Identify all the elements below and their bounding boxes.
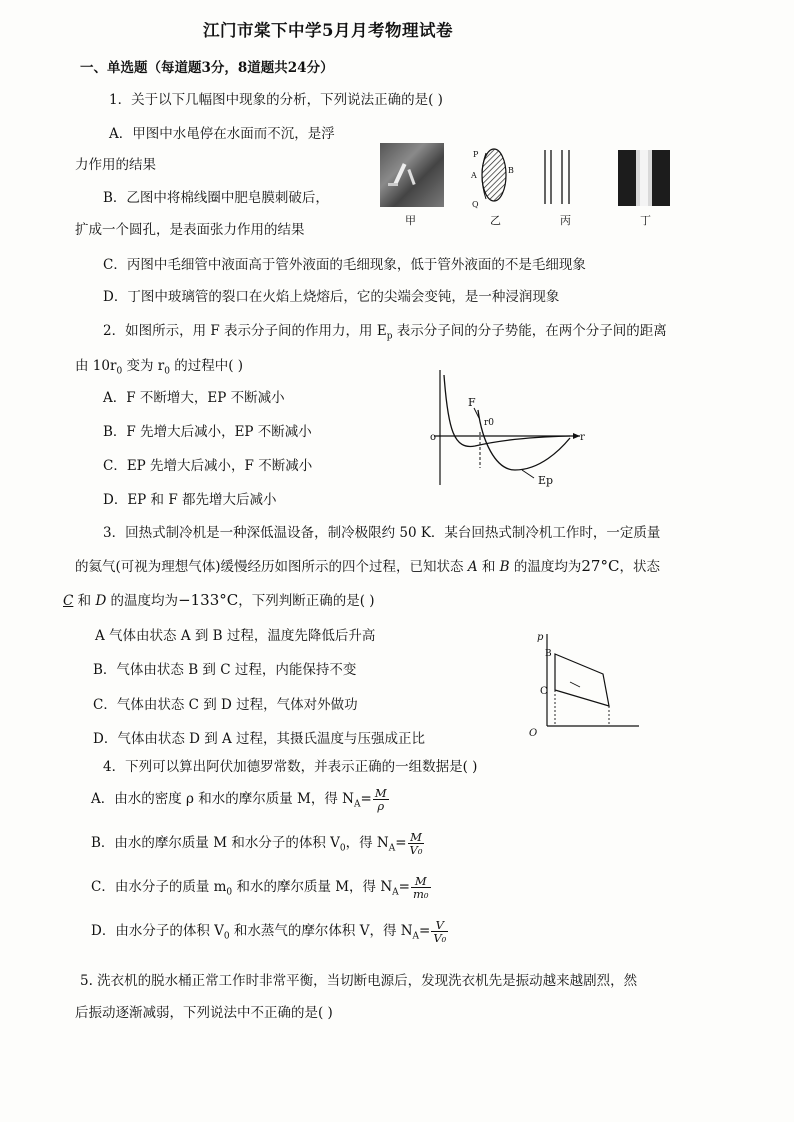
q1-option-b-line1: B．乙图中将棉线圈中肥皂膜刺破后， (103, 190, 329, 206)
q4-option-c (91, 874, 431, 906)
q3-line3-part-c: ，下列判断正确的是( ) (238, 593, 375, 609)
q3-line2-part-b: 的温度均为 (509, 559, 582, 575)
q2-stem2-sub-b: 0 (164, 366, 170, 377)
q4-d-sub: 0 (223, 931, 230, 942)
q3-temp-cd: −133°C (178, 591, 239, 609)
q2-stem-line1 (103, 322, 667, 346)
q3-label-b: B (545, 649, 552, 659)
q3-label-o: O (529, 728, 538, 739)
q4-c-fraction (411, 875, 431, 900)
q2-label-r0: r0 (484, 418, 495, 428)
q4-d-numerator: V (431, 919, 448, 932)
q2-option-c: C．EP 先增大后减小，F 不断减小 (103, 458, 313, 474)
figure-label-ding: 丁 (640, 214, 651, 227)
q3-state-d: D (95, 593, 107, 609)
q2-stem-text: 2．如图所示，用 F 表示分子间的作用力，用 E (103, 323, 387, 339)
q4-c-numerator: M (411, 875, 431, 888)
yi-label-p: P (473, 150, 479, 159)
q2-force-potential-graph (430, 370, 590, 495)
q3-state-a: A (467, 559, 478, 575)
q2-option-b: B．F 先增大后减小，EP 不断减小 (103, 424, 312, 440)
q3-state-b: B (499, 559, 510, 575)
q4-c-na-sub: A (392, 887, 399, 898)
q4-a-eq: = (360, 791, 372, 807)
q4-b-fraction (408, 831, 425, 856)
q3-option-b: B．气体由状态 B 到 C 过程，内能保持不变 (93, 662, 357, 678)
q3-option-d: D．气体由状态 D 到 A 过程，其摄氏温度与压强成正比 (93, 731, 426, 747)
q3-line3-part-b: 的温度均为 (106, 593, 179, 609)
q3-pv-diagram (525, 630, 645, 738)
q4-b-get: ，得 N (345, 835, 389, 851)
q4-a-numerator: M (374, 786, 387, 800)
q4-option-b (91, 830, 424, 862)
figure-label-jia: 甲 (405, 214, 416, 227)
q3-state-c: C (63, 593, 74, 609)
q4-c-text: C．由水分子的质量 m (91, 879, 227, 895)
q4-d-eq: = (419, 923, 431, 939)
q3-label-p: p (537, 632, 544, 643)
q4-c-sub: 0 (226, 887, 233, 898)
q1-stem: 1．关于以下几幅图中现象的分析，下列说法正确的是( ) (109, 92, 443, 108)
q1-option-c: C．丙图中毛细管中液面高于管外液面的毛细现象，低于管外液面的不是毛细现象 (103, 257, 586, 273)
q4-a-text: A．由水的密度 ρ 和水的摩尔质量 M，得 N (91, 791, 354, 807)
q3-stem-line1: 3．回热式制冷机是一种深低温设备，制冷极限约 50 K．某台回热式制冷机工作时，一定质量 (103, 525, 661, 541)
q4-option-a (91, 786, 389, 818)
q4-a-fraction (373, 787, 389, 812)
q2-option-d: D．EP 和 F 都先增大后减小 (103, 492, 277, 508)
q4-b-eq: = (395, 835, 407, 851)
q1-option-a-line1: A．甲图中水黾停在水面而不沉，是浮 (109, 126, 335, 142)
figure-label-yi: 乙 (490, 214, 501, 227)
q3-line2-part-c: ，状态 (619, 559, 660, 575)
q2-stem-line2 (75, 357, 243, 381)
q3-temp-ab: 27°C (581, 557, 620, 575)
q4-d-text: D．由水分子的体积 V (91, 923, 224, 939)
q4-d-mid: 和水蒸气的摩尔体积 V，得 N (229, 923, 413, 939)
yi-label-q: Q (472, 200, 479, 209)
q3-line2-part-a: 的氦气(可视为理想气体)缓慢经历如图所示的四个过程，已知状态 (75, 559, 468, 575)
q4-a-sub: A (354, 799, 361, 810)
q5-stem-line2: 后振动逐渐减弱，下列说法中不正确的是( ) (75, 1005, 333, 1021)
q2-label-r: r (580, 432, 585, 443)
q4-c-eq: = (398, 879, 410, 895)
q1-option-b-line2: 扩成一个圆孔，是表面张力作用的结果 (75, 222, 305, 238)
figure-jia-photo (380, 143, 444, 207)
figure-bing-capillary (540, 150, 580, 206)
figure-yi-diagram (470, 145, 530, 215)
q2-stem2-sub-a: 0 (116, 366, 123, 377)
q4-c-denominator: m₀ (412, 887, 429, 901)
q3-line3-part-a: 和 (73, 593, 96, 609)
q2-ep-subscript: p (386, 331, 393, 342)
q4-d-fraction (431, 919, 448, 944)
q2-stem2-part-c: 的过程中( ) (169, 358, 244, 374)
figure-label-bing: 丙 (560, 214, 571, 227)
q4-b-denominator: V₀ (409, 843, 423, 857)
q4-d-denominator: V₀ (433, 931, 447, 945)
q2-stem2-part-a: 由 10r (75, 358, 117, 374)
page-title: 江门市棠下中学5月月考物理试卷 (203, 21, 453, 40)
q2-stem-tail: 表示分子间的分子势能，在两个分子间的距离 (392, 323, 667, 339)
q1-option-d: D．丁图中玻璃管的裂口在火焰上烧熔后，它的尖端会变钝，是一种浸润现象 (103, 289, 560, 305)
figure-ding-glass-tube (618, 150, 670, 206)
q3-label-c: C (540, 686, 548, 697)
q4-a-denominator: ρ (377, 799, 385, 813)
q4-d-na-sub: A (412, 931, 420, 942)
q3-stem-line2 (75, 557, 660, 576)
q2-label-f: F (468, 396, 476, 409)
q3-stem-line3 (63, 591, 375, 610)
q4-b-sub: 0 (339, 843, 346, 854)
yi-label-a: A (471, 171, 477, 180)
q1-option-a-line2: 力作用的结果 (75, 157, 156, 173)
q4-b-na-sub: A (388, 843, 396, 854)
q4-b-numerator: M (408, 831, 425, 844)
q4-stem: 4．下列可以算出阿伏加德罗常数，并表示正确的一组数据是( ) (103, 759, 478, 775)
q2-label-ep: Ep (538, 474, 554, 487)
q2-option-a: A．F 不断增大，EP 不断减小 (103, 390, 285, 406)
q3-and: 和 (477, 559, 500, 575)
section-heading: 一、单选题（每道题3分，8道题共24分） (80, 60, 334, 76)
q2-stem2-part-b: 变为 r (122, 358, 165, 374)
q4-b-text: B．由水的摩尔质量 M 和水分子的体积 V (91, 835, 340, 851)
q3-cycle (555, 654, 609, 706)
q2-label-o: o (430, 432, 437, 443)
q4-option-d (91, 918, 448, 950)
q5-stem-line1: 5. 洗衣机的脱水桶正常工作时非常平衡，当切断电源后，发现洗衣机先是振动越来越剧烈，然 (80, 973, 638, 989)
q3-option-a: A 气体由状态 A 到 B 过程，温度先降低后升高 (95, 628, 376, 644)
q3-option-c: C．气体由状态 C 到 D 过程，气体对外做功 (93, 697, 358, 713)
q4-c-mid: 和水的摩尔质量 M，得 N (232, 879, 393, 895)
yi-label-b: B (508, 166, 514, 175)
